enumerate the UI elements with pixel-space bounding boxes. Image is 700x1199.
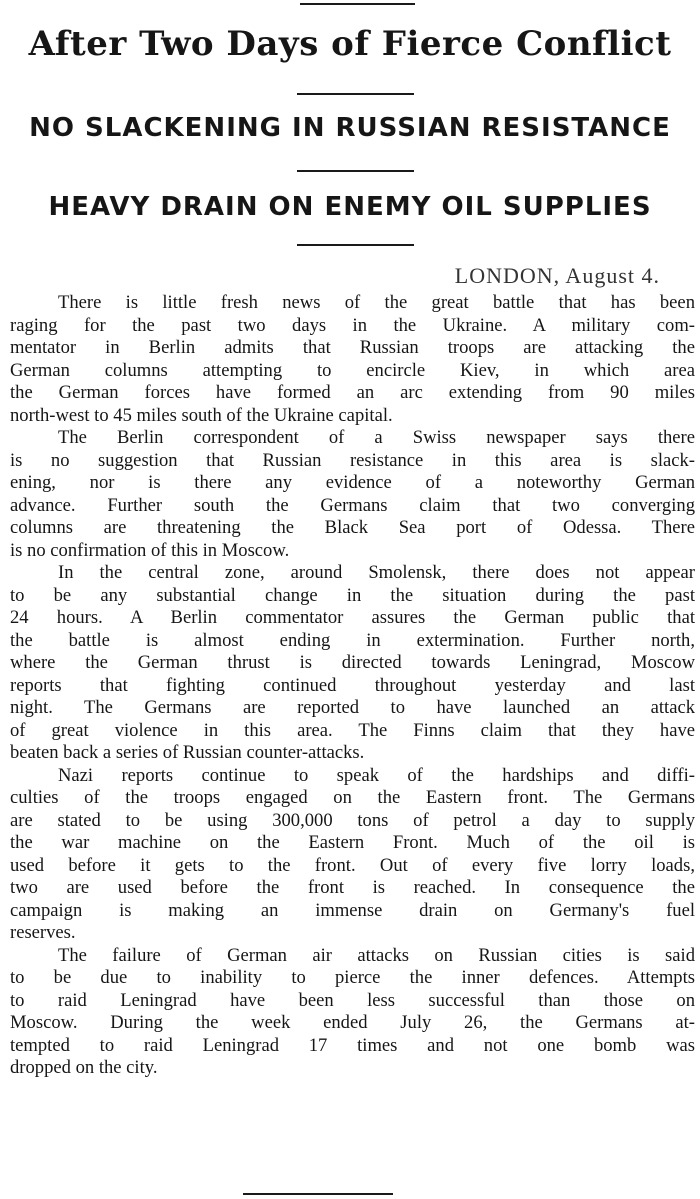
text-line: campaign is making an immense drain on Germany's fuel [10,899,695,921]
text-line: The Berlin correspondent of a Swiss newspaper says there [58,427,695,448]
paragraph-kiev [10,292,695,427]
article-body [10,292,695,1080]
text-line: night. The Germans are reported to have launched an attack [10,697,695,718]
paragraph-air-attacks [10,945,695,1080]
subheadline-resistance: NO SLACKENING IN RUSSIAN RESISTANCE [29,113,671,143]
text-line: to be any substantial change in the situation during the past [10,584,695,606]
text-line: reserves. [10,922,76,943]
text-line: German columns attempting to encircle Kiev, in which area [10,359,695,381]
dateline: LONDON, August 4. [454,263,660,288]
text-line: There is little fresh news of the great battle that has been [58,292,695,313]
text-line: to be due to inability to pierce the inner defences. Attempts [10,967,695,988]
text-line: is no suggestion that Russian resistance in this area is slack- [10,449,695,471]
text-line: reports that fighting continued throughout yesterday and last [10,674,695,696]
top-rule [300,3,415,5]
text-line: tempted to raid Leningrad 17 times and not one bomb was [10,1034,695,1056]
text-line: is no confirmation of this in Moscow. [10,539,290,561]
text-line: to raid Leningrad have been less successful than those on [10,989,695,1011]
text-line: mentator in Berlin admits that Russian troops are attacking the [10,337,695,358]
paragraph-smolensk [10,562,695,765]
headline-rule-3 [297,244,414,246]
text-line: the war machine on the Eastern Front. Much of the oil is [10,832,695,853]
text-line: culties of the troops engaged on the Eastern front. The Germans [10,787,695,808]
text-line: The failure of German air attacks on Russian cities is said [58,944,695,966]
text-line: are stated to be using 300,000 tons of petrol a day to supply [10,809,695,831]
text-line: the battle is almost ending in extermination. Further north, [10,629,695,651]
main-headline: After Two Days of Fierce Conflict [28,24,672,64]
text-line: advance. Further south the Germans claim that two converging [10,494,695,516]
text-line: ening, nor is there any evidence of a noteworthy German [10,472,695,493]
headline-rule-2 [297,170,414,172]
text-line: Moscow. During the week ended July 26, the Germans at- [10,1012,695,1033]
text-line: two are used before the front is reached. In consequence the [10,877,695,898]
text-line: raging for the past two days in the Ukraine. A military com- [10,314,695,336]
bottom-rule [243,1193,393,1195]
text-line: used before it gets to the front. Out of every five lorry loads, [10,854,695,876]
text-line: north-west to 45 miles south of the Ukraine capital. [10,404,393,426]
text-line: Nazi reports continue to speak of the hardships and diffi- [58,764,695,786]
text-line: dropped on the city. [10,1057,158,1078]
text-line: the German forces have formed an arc extending from 90 miles [10,382,695,403]
subheadline-oil: HEAVY DRAIN ON ENEMY OIL SUPPLIES [48,192,652,222]
text-line: 24 hours. A Berlin commentator assures the German public that [10,607,695,628]
text-line: columns are threatening the Black Sea port of Odessa. There [10,517,695,538]
paragraph-odessa [10,427,695,562]
text-line: of great violence in this area. The Finns claim that they have [10,719,695,741]
headline-rule-1 [297,93,414,95]
text-line: where the German thrust is directed towards Leningrad, Moscow [10,652,695,673]
paragraph-petrol [10,765,695,945]
text-line: beaten back a series of Russian counter-attacks. [10,742,365,763]
text-line: In the central zone, around Smolensk, there does not appear [58,562,695,583]
